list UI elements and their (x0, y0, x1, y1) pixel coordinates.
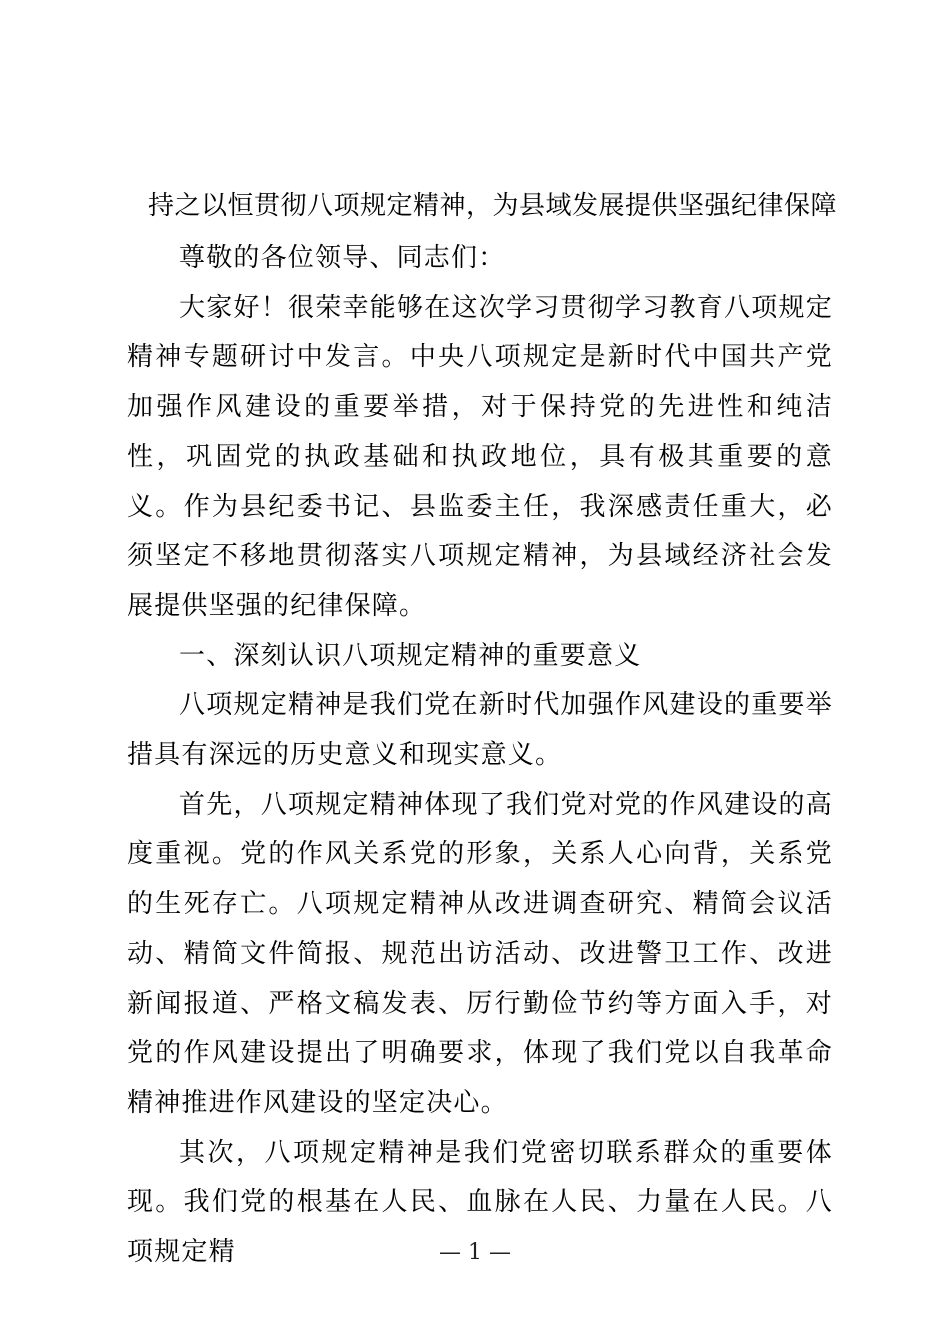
body-paragraph: 其次，八项规定精神是我们党密切联系群众的重要体现。我们党的根基在人民、血脉在人民、力量在人民。八项规定精 (127, 1137, 833, 1268)
document-body (127, 234, 833, 1278)
opening-paragraph: 大家好！很荣幸能够在这次学习贯彻学习教育八项规定精神专题研讨中发言。中央八项规定是新时代中国共产党加强作风建设的重要举措，对于保持党的先进性和纯洁性，巩固党的执政基础和执政地位，具有极其重要的意义。作为县纪委书记、县监委主任，我深感责任重大，必须坚定不移地贯彻落实八项规定精神，为县域经济社会发展提供坚强的纪律保障。 (127, 292, 833, 621)
salutation-paragraph: 尊敬的各位领导、同志们： (179, 243, 506, 273)
document-title: 持之以恒贯彻八项规定精神，为县域发展提供坚强纪律保障 (148, 191, 838, 221)
section-heading: 一、深刻认识八项规定精神的重要意义 (179, 640, 642, 671)
page-number: — 1 — (439, 1240, 511, 1265)
body-paragraph: 首先，八项规定精神体现了我们党对党的作风建设的高度重视。党的作风关系党的形象，关系人心向背，关系党的生死存亡。八项规定精神从改进调查研究、精简会议活动、精简文件简报、规范出访活动、改进警卫工作、改进新闻报道、严格文稿发表、厉行勤俭节约等方面入手，对党的作风建设提出了明确要求，体现了我们党以自我革命精神推进作风建设的坚定决心。 (127, 789, 833, 1118)
body-paragraph: 八项规定精神是我们党在新时代加强作风建设的重要举措具有深远的历史意义和现实意义。 (127, 690, 833, 771)
